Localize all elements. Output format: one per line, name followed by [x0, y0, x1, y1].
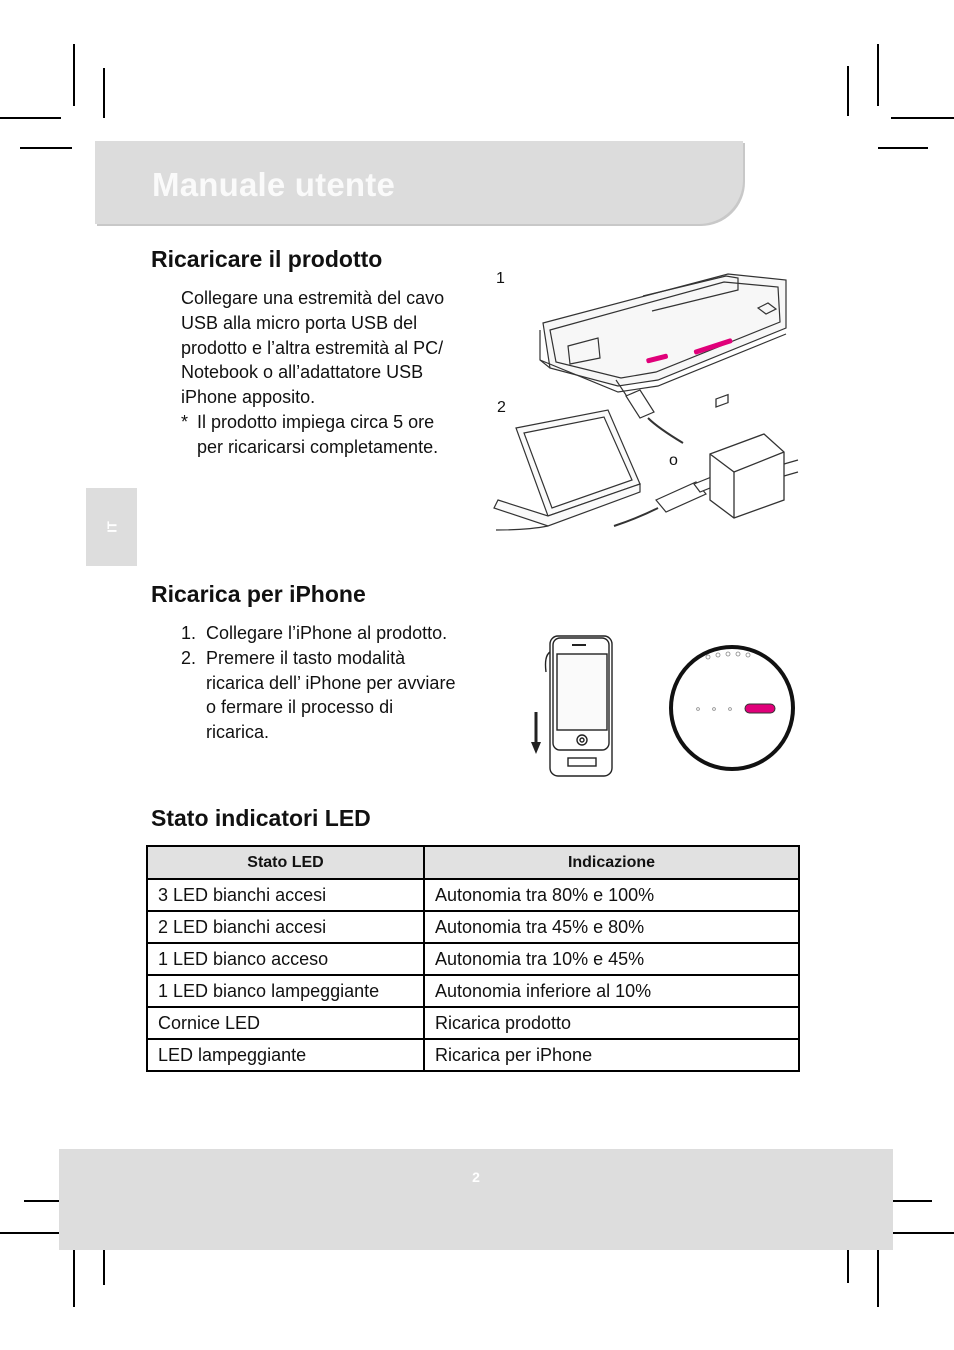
figure-or-label: o: [669, 452, 678, 469]
figure-step-1-label: 1: [496, 270, 505, 287]
table-cell: 2 LED bianchi accesi: [147, 911, 424, 943]
table-header-row: [147, 846, 799, 879]
table-row: [147, 879, 799, 911]
section-title-iphone: Ricarica per iPhone: [151, 581, 366, 607]
step-number: 2.: [181, 647, 197, 668]
table-cell: 3 LED bianchi accesi: [147, 879, 424, 911]
table-cell: Ricarica per iPhone: [424, 1039, 799, 1071]
charging-note: [181, 410, 481, 460]
table-cell: 1 LED bianco acceso: [147, 943, 424, 975]
led-ring-illustration: [666, 642, 798, 774]
note-asterisk: *: [181, 411, 189, 432]
page-title: Manuale utente: [152, 166, 396, 203]
column-header-indication: Indicazione: [424, 846, 799, 879]
step-line: ricarica dell’ iPhone per avviare: [206, 672, 456, 693]
table-row: [147, 911, 799, 943]
step-line: ricarica.: [206, 722, 270, 743]
led-status-table: [146, 845, 800, 1072]
battery-case-image: [540, 274, 786, 392]
charging-line: USB alla micro porta USB del: [181, 312, 418, 333]
step-item: [181, 621, 491, 646]
wall-adapter-image: [710, 395, 798, 518]
language-tab-label: IT: [104, 521, 119, 533]
step-item: [181, 646, 491, 745]
step-number: 1.: [181, 623, 197, 643]
footer-band: [59, 1149, 893, 1250]
table-cell: Autonomia tra 80% e 100%: [424, 879, 799, 911]
step-line: Collegare l’iPhone al prodotto.: [206, 623, 448, 643]
charging-instructions: [181, 286, 481, 460]
charging-line: Collegare una estremità del cavo: [181, 288, 445, 308]
table-row: [147, 943, 799, 975]
charging-illustration: [488, 268, 800, 536]
table-cell: Autonomia tra 10% e 45%: [424, 943, 799, 975]
column-header-led-state: Stato LED: [147, 846, 424, 879]
section-title-led: Stato indicatori LED: [151, 805, 371, 831]
charging-line: iPhone apposito.: [181, 387, 316, 408]
charging-line: Notebook o all’adattatore USB: [181, 362, 424, 383]
table-cell: LED lampeggiante: [147, 1039, 424, 1071]
table-row: [147, 1007, 799, 1039]
note-line: Il prodotto impiega circa 5 ore: [197, 411, 435, 432]
language-tab: [86, 488, 137, 566]
usb-cable-image: [616, 380, 683, 443]
page-number: 2: [472, 1169, 480, 1185]
table-row: [147, 975, 799, 1007]
step-line: Premere il tasto modalità: [206, 647, 406, 668]
section-title-charging: Ricaricare il prodotto: [151, 246, 383, 272]
table-cell: Cornice LED: [147, 1007, 424, 1039]
figure-step-2-label: 2: [497, 399, 506, 416]
table-cell: Ricarica prodotto: [424, 1007, 799, 1039]
table-cell: 1 LED bianco lampeggiante: [147, 975, 424, 1007]
note-line: per ricaricarsi completamente.: [197, 436, 439, 457]
charge-mode-button-indicator: [745, 704, 775, 713]
charging-line: prodotto e l’altra estremità al PC/: [181, 337, 444, 358]
laptop-image: [494, 410, 640, 530]
iphone-steps: [181, 621, 491, 745]
table-cell: Autonomia tra 45% e 80%: [424, 911, 799, 943]
iphone-in-case-illustration: [528, 632, 620, 780]
table-cell: Autonomia inferiore al 10%: [424, 975, 799, 1007]
step-line: o fermare il processo di: [206, 697, 394, 718]
table-row: [147, 1039, 799, 1071]
